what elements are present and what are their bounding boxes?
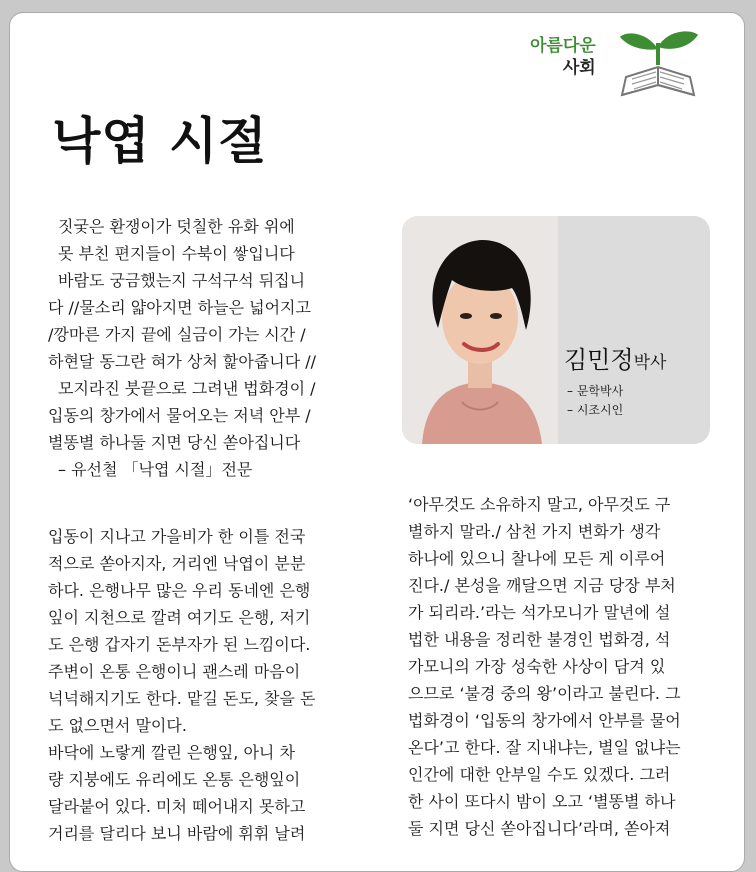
body-line: 별하지 말라./ 삼천 가지 변화가 생각 xyxy=(408,522,661,541)
body-line: 넉넉해지기도 한다. 맡길 돈도, 찾을 돈 xyxy=(48,689,316,708)
body-left-column xyxy=(48,523,315,847)
sprout-book-icon xyxy=(608,27,708,103)
body-line: 가 되리라.’라는 석가모니가 말년에 설 xyxy=(408,603,671,622)
author-info-line: – 시조시인 xyxy=(567,403,624,417)
body-line: 한 사이 또다시 밤이 오고 ‘별똥별 하나 xyxy=(408,792,676,811)
body-line: 하다. 은행나무 많은 우리 동네엔 은행 xyxy=(48,581,311,600)
body-line: 도 은행 갑자기 돈부자가 된 느낌이다. xyxy=(48,635,311,654)
poem-line: /깡마른 가지 끝에 실금이 가는 시간 / xyxy=(48,325,306,344)
author-info-line: – 문학박사 xyxy=(567,384,624,398)
body-line: 가모니의 가장 성숙한 사상이 담겨 있 xyxy=(408,657,666,676)
body-line: 법한 내용을 정리한 불경인 법화경, 석 xyxy=(408,630,671,649)
body-line: 인간에 대한 안부일 수도 있겠다. 그러 xyxy=(408,765,671,784)
body-line: 잎이 지천으로 깔려 여기도 은행, 저기 xyxy=(48,608,311,627)
body-line: 으므로 ‘불경 중의 왕’이라고 불린다. 그 xyxy=(408,684,681,703)
author-name-text: 김민정 xyxy=(564,346,634,374)
poem-line: 하현달 동그란 혀가 상처 핥아줍니다 // xyxy=(48,352,317,371)
poem-attribution: – 유선철 「낙엽 시절」전문 xyxy=(58,460,253,479)
article-page xyxy=(9,12,745,872)
body-line: 주변이 온통 은행이니 괜스레 마음이 xyxy=(48,662,301,681)
body-line: 입동이 지나고 가을비가 한 이틀 전국 xyxy=(48,527,306,546)
author-honorific: 박사 xyxy=(633,353,667,373)
poem-line: 입동의 창가에서 물어오는 저녁 안부 / xyxy=(48,406,311,425)
poem-line: 별똥별 하나둘 지면 당신 쏟아집니다 xyxy=(48,433,301,452)
body-line: 거리를 달리다 보니 바람에 휘휘 날려 xyxy=(48,824,306,843)
body-line: 온다’고 한다. 잘 지내냐는, 별일 없냐는 xyxy=(408,738,681,757)
body-line: 둘 지면 당신 쏟아집니다’라며, 쏟아져 xyxy=(408,819,671,838)
poem-line: 모지라진 붓끝으로 그려낸 법화경이 / xyxy=(58,379,316,398)
poem-line: 못 부친 편지들이 수북이 쌓입니다 xyxy=(58,244,295,263)
section-tag xyxy=(530,35,596,79)
body-line: ‘아무것도 소유하지 말고, 아무것도 구 xyxy=(408,495,671,514)
author-name xyxy=(564,340,666,375)
author-portrait xyxy=(402,216,558,444)
poem-line: 바람도 궁금했는지 구석구석 뒤집니 xyxy=(58,271,306,290)
body-line: 진다./ 본성을 깨달으면 지금 당장 부처 xyxy=(408,576,676,595)
body-line: 도 없으면서 말이다. xyxy=(48,716,187,735)
section-tag-line1: 아름다운 xyxy=(530,36,596,56)
body-line: 적으로 쏟아지자, 거리엔 낙엽이 분분 xyxy=(48,554,306,573)
poem-line: 짓궂은 환쟁이가 덧칠한 유화 위에 xyxy=(58,217,295,236)
article-title: 낙엽 시절 xyxy=(52,111,268,170)
body-line: 바닥에 노랗게 깔린 은행잎, 아니 차 xyxy=(48,743,295,762)
body-right-column xyxy=(408,491,681,842)
author-info xyxy=(567,382,623,420)
body-line: 량 지붕에도 유리에도 온통 은행잎이 xyxy=(48,770,301,789)
author-card xyxy=(402,216,710,444)
body-line: 달라붙어 있다. 미처 떼어내지 못하고 xyxy=(48,797,306,816)
poem-block xyxy=(48,213,316,483)
poem-line: 다 //물소리 얇아지면 하늘은 넓어지고 xyxy=(48,298,311,317)
body-line: 하나에 있으니 찰나에 모든 게 이루어 xyxy=(408,549,666,568)
section-tag-line2: 사회 xyxy=(562,58,596,78)
body-line: 법화경이 ‘입동의 창가에서 안부를 물어 xyxy=(408,711,681,730)
